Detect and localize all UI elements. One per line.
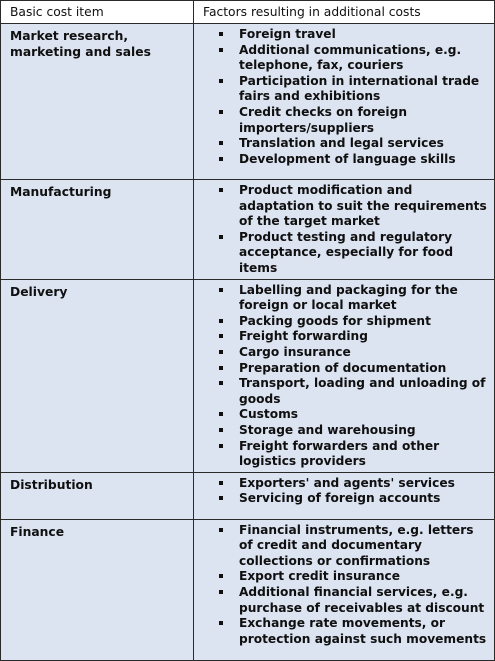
bullet-icon (219, 590, 223, 594)
list-item (194, 230, 490, 277)
factor-text: Translation and legal services (239, 136, 444, 151)
list-item (194, 423, 490, 439)
cost-item-cell (1, 24, 194, 180)
bullet-icon (219, 334, 223, 338)
factors-list (194, 473, 494, 509)
factor-text: Exporters' and agents' services (239, 475, 455, 490)
bullet-icon (219, 235, 223, 239)
bullet-icon (219, 79, 223, 83)
list-item (194, 152, 490, 168)
list-item (194, 491, 490, 507)
factor-text: Transport, loading and unloading of goods (239, 376, 486, 406)
table-row (1, 24, 495, 180)
factor-text: Preparation of documentation (239, 360, 447, 375)
cost-item-name: Finance (10, 524, 65, 539)
header-cell-factors (194, 1, 495, 24)
list-item (194, 136, 490, 152)
cost-item-name: Market research, marketing and sales (10, 29, 151, 59)
factors-cell (194, 519, 495, 660)
factor-text: Product modification and adaptation to suit the requirements of the target market (239, 183, 487, 229)
cost-item-cell (1, 519, 194, 660)
list-item (194, 43, 490, 74)
header-factors: Factors resulting in additional costs (203, 5, 421, 19)
bullet-icon (219, 366, 223, 370)
factor-text: Financial instruments, e.g. letters of credit and documentary collections or confirmations (239, 522, 474, 568)
cost-item-name: Manufacturing (10, 185, 112, 199)
factors-cell (194, 180, 495, 280)
bullet-icon (219, 157, 223, 161)
list-item (194, 345, 490, 361)
bullet-icon (219, 621, 223, 625)
factor-text: Cargo insurance (239, 344, 351, 359)
factor-text: Export credit insurance (239, 569, 401, 584)
list-item (194, 407, 490, 423)
factor-text: Packing goods for shipment (239, 313, 431, 328)
factor-text: Product testing and regulatory acceptance, especially for food items (239, 229, 454, 275)
list-item (194, 283, 490, 314)
factors-cell (194, 279, 495, 472)
list-item (194, 329, 490, 345)
factor-text: Customs (239, 407, 299, 422)
list-item (194, 27, 490, 43)
bullet-icon (219, 288, 223, 292)
bullet-icon (219, 110, 223, 114)
factors-list (194, 520, 494, 650)
table-row (1, 472, 495, 519)
header-basic-cost-item: Basic cost item (10, 5, 104, 19)
bullet-icon (219, 188, 223, 192)
bullet-icon (219, 412, 223, 416)
table-row (1, 279, 495, 472)
header-cell-basic-cost-item (1, 1, 194, 24)
list-item (194, 439, 490, 470)
cost-item-cell (1, 472, 194, 519)
list-item (194, 105, 490, 136)
cost-item-name: Delivery (10, 284, 68, 299)
factors-cell (194, 24, 495, 180)
factors-list (194, 24, 494, 169)
header-row (1, 1, 495, 24)
bullet-icon (219, 350, 223, 354)
factor-text: Participation in international trade fairs and exhibitions (239, 73, 480, 104)
list-item (194, 569, 490, 585)
factor-text: Additional communications, e.g. telephone, fax, couriers (239, 42, 462, 73)
list-item (194, 74, 490, 105)
bullet-icon (219, 481, 223, 485)
bullet-icon (219, 574, 223, 578)
table-row (1, 180, 495, 280)
table-row (1, 519, 495, 660)
factor-text: Credit checks on foreign importers/suppliers (239, 104, 408, 135)
bullet-icon (219, 428, 223, 432)
factors-cell (194, 472, 495, 519)
factor-text: Additional financial services, e.g. purchase of receivables at discount (239, 585, 485, 615)
factor-text: Freight forwarding (239, 329, 368, 344)
bullet-icon (219, 496, 223, 500)
factor-text: Freight forwarders and other logistics providers (239, 438, 440, 469)
cost-item-cell (1, 180, 194, 280)
bullet-icon (219, 141, 223, 145)
factors-list (194, 180, 494, 279)
list-item (194, 361, 490, 377)
cost-item-name: Distribution (10, 477, 93, 492)
bullet-icon (219, 48, 223, 52)
bullet-icon (219, 444, 223, 448)
factor-text: Development of language skills (239, 151, 456, 166)
bullet-icon (219, 381, 223, 385)
factor-text: Servicing of foreign accounts (239, 491, 441, 506)
bullet-icon (219, 32, 223, 36)
list-item (194, 183, 490, 230)
list-item (194, 314, 490, 330)
list-item (194, 523, 490, 570)
cost-item-cell (1, 279, 194, 472)
factor-text: Storage and warehousing (239, 422, 416, 437)
factor-text: Exchange rate movements, or protection against such movements (239, 616, 487, 646)
list-item (194, 476, 490, 492)
bullet-icon (219, 319, 223, 323)
factors-list (194, 280, 494, 472)
list-item (194, 585, 490, 616)
list-item (194, 616, 490, 647)
bullet-icon (219, 528, 223, 532)
factor-text: Labelling and packaging for the foreign or local market (239, 282, 458, 313)
factor-text: Foreign travel (239, 27, 336, 41)
list-item (194, 376, 490, 407)
